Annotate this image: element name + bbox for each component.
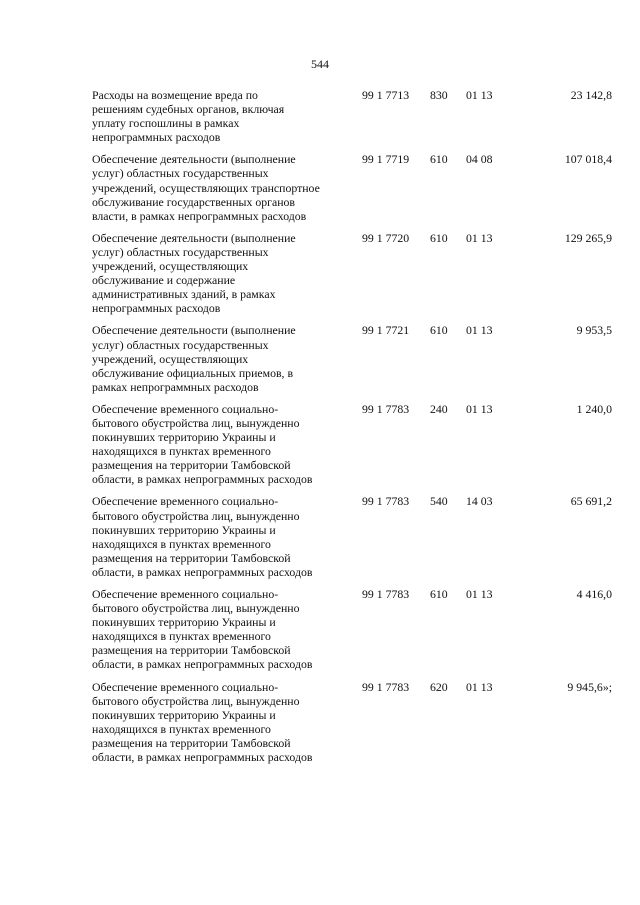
row-expense-type: 620 bbox=[430, 679, 448, 694]
row-expense-type: 610 bbox=[430, 323, 448, 338]
row-section: 01 13 bbox=[466, 230, 493, 245]
table-row bbox=[92, 231, 612, 316]
row-section: 01 13 bbox=[466, 88, 493, 102]
row-section: 01 13 bbox=[466, 679, 493, 694]
table-row bbox=[92, 494, 612, 579]
row-target-code: 99 1 7720 bbox=[362, 230, 410, 245]
row-expense-type: 240 bbox=[430, 401, 448, 416]
page-number: 544 bbox=[311, 57, 329, 71]
table-row bbox=[92, 587, 612, 672]
row-target-code: 99 1 7783 bbox=[362, 401, 410, 416]
row-target-code: 99 1 7783 bbox=[362, 494, 410, 509]
budget-table bbox=[92, 88, 612, 772]
row-amount: 23 142,8 bbox=[570, 88, 612, 102]
row-description: Обеспечение деятельности (выполнение услуг) областных государственных учреждений, осуществляющих транспортное обслуживание государственных органов власти, в рамках непрограммных расходов bbox=[92, 152, 320, 223]
row-target-code: 99 1 7783 bbox=[362, 587, 410, 601]
row-amount: 1 240,0 bbox=[576, 401, 612, 416]
row-amount: 9 953,5 bbox=[576, 323, 612, 338]
row-section: 01 13 bbox=[466, 587, 493, 601]
row-amount: 9 945,6»; bbox=[567, 679, 612, 694]
row-expense-type: 610 bbox=[430, 230, 448, 245]
row-description: Обеспечение деятельности (выполнение услуг) областных государственных учреждений, осуществляющих обслуживание официальных приемов, в рамках непрограммных расходов bbox=[92, 323, 296, 394]
row-section: 04 08 bbox=[466, 152, 493, 167]
row-expense-type: 610 bbox=[430, 587, 448, 601]
row-expense-type: 610 bbox=[430, 152, 448, 167]
row-target-code: 99 1 7721 bbox=[362, 323, 410, 338]
row-description: Обеспечение временного социально- бытового обустройства лиц, вынужденно покинувших территорию Украины и находящихся в пунктах временного размещения на территории Тамбовской области, в рамках непрограммных расходов bbox=[92, 679, 313, 765]
row-section: 01 13 bbox=[466, 323, 493, 338]
table-row bbox=[92, 88, 612, 144]
row-description: Обеспечение деятельности (выполнение услуг) областных государственных учреждений, осуществляющих обслуживание и содержание административных зданий, в рамках непрограммных расходов bbox=[92, 230, 296, 316]
row-amount: 107 018,4 bbox=[564, 152, 612, 167]
row-expense-type: 830 bbox=[430, 88, 448, 102]
row-target-code: 99 1 7719 bbox=[362, 152, 410, 167]
row-section: 01 13 bbox=[466, 401, 493, 416]
row-target-code: 99 1 7783 bbox=[362, 679, 410, 694]
row-section: 14 03 bbox=[466, 494, 493, 509]
row-amount: 4 416,0 bbox=[576, 587, 612, 601]
row-amount: 129 265,9 bbox=[564, 230, 612, 245]
row-description: Обеспечение временного социально- бытового обустройства лиц, вынужденно покинувших территорию Украины и находящихся в пунктах временного размещения на территории Тамбовской области, в рамках непрограммных расходов bbox=[92, 494, 313, 579]
table-row bbox=[92, 152, 612, 222]
table-row bbox=[92, 680, 612, 765]
row-description: Обеспечение временного социально- бытового обустройства лиц, вынужденно покинувших территорию Украины и находящихся в пунктах временного размещения на территории Тамбовской области, в рамках непрограммных расходов bbox=[92, 587, 313, 672]
row-target-code: 99 1 7713 bbox=[362, 88, 410, 102]
row-expense-type: 540 bbox=[430, 494, 448, 509]
row-amount: 65 691,2 bbox=[570, 494, 612, 509]
row-description: Обеспечение временного социально- бытового обустройства лиц, вынужденно покинувших территорию Украины и находящихся в пунктах временного размещения на территории Тамбовской области, в рамках непрограммных расходов bbox=[92, 401, 313, 487]
table-row bbox=[92, 323, 612, 393]
table-row bbox=[92, 402, 612, 487]
row-description: Расходы на возмещение вреда по решениям судебных органов, включая уплату госпошлины в рамках непрограммных расходов bbox=[92, 88, 285, 145]
